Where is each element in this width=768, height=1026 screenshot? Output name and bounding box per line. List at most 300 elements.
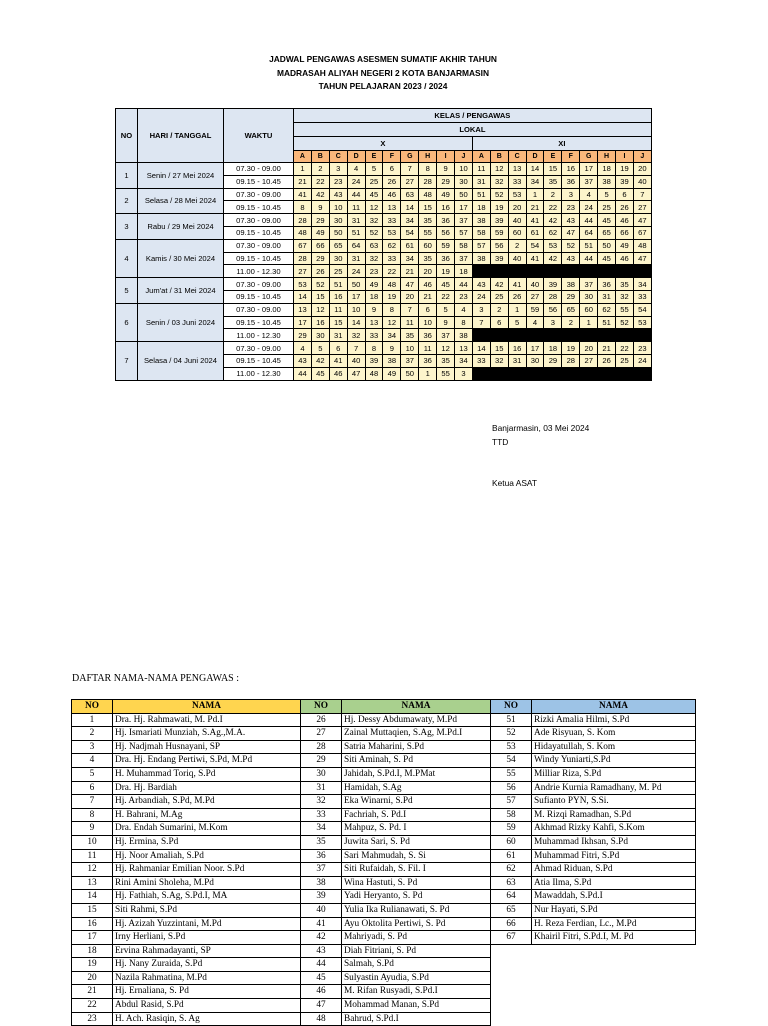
room-letter-xi-c: C	[508, 151, 526, 163]
proctor-cell-x: 9	[311, 201, 329, 214]
proctor-cell-x: 7	[401, 303, 419, 316]
proctor-cell-xi: 22	[616, 342, 634, 355]
proctor-cell-xi: 33	[472, 354, 490, 367]
proctor-cell-x: 19	[383, 290, 401, 303]
proctor-cell-xi: 2	[490, 303, 508, 316]
names-row	[72, 958, 696, 972]
blocked-cells	[472, 367, 651, 380]
proctor-cell-x: 3	[329, 163, 347, 176]
proctor-cell-xi: 38	[472, 214, 490, 227]
proctor-cell-xi: 31	[598, 290, 616, 303]
proctor-cell-x: 21	[401, 265, 419, 278]
proctor-cell-xi: 65	[598, 226, 616, 239]
proctor-number: 23	[72, 1012, 113, 1026]
proctor-cell-x: 37	[455, 214, 473, 227]
proctor-cell-xi: 51	[580, 239, 598, 252]
proctor-cell-xi: 40	[508, 214, 526, 227]
proctor-cell-x: 39	[365, 354, 383, 367]
proctor-name: Ayu Oktolita Pertiwi, S. Pd	[342, 917, 491, 931]
proctor-cell-xi: 29	[544, 354, 562, 367]
proctor-name: Rini Amini Sholeha, M.Pd	[113, 876, 301, 890]
session-time: 09.15 - 10.45	[224, 226, 294, 239]
proctor-number: 67	[491, 931, 532, 945]
session-time: 09.15 - 10.45	[224, 316, 294, 329]
proctor-cell-xi: 59	[526, 303, 544, 316]
proctor-cell-x: 55	[419, 226, 437, 239]
proctor-cell-x: 4	[455, 303, 473, 316]
header-class-proctor: KELAS / PENGAWAS	[294, 109, 652, 123]
proctor-cell-xi: 38	[598, 175, 616, 188]
proctor-cell-x: 5	[365, 163, 383, 176]
proctor-cell-x: 15	[329, 316, 347, 329]
day-date: Selasa / 28 Mei 2024	[138, 188, 224, 214]
proctor-cell-x: 43	[329, 188, 347, 201]
proctor-cell-x: 6	[419, 303, 437, 316]
names-row	[72, 754, 696, 768]
proctor-cell-xi: 49	[616, 239, 634, 252]
proctor-cell-x: 58	[455, 239, 473, 252]
proctor-name: Dra. Hj. Rahmawati, M. Pd.I	[113, 713, 301, 727]
proctor-cell-x: 16	[437, 201, 455, 214]
proctor-number: 8	[72, 808, 113, 822]
proctor-number: 57	[491, 795, 532, 809]
proctor-number: 52	[491, 727, 532, 741]
proctor-cell-x: 1	[294, 163, 312, 176]
proctor-name: Juwita Sari, S. Pd	[342, 835, 491, 849]
proctor-name: Rizki Amalia Hilmi, S.Pd	[532, 713, 696, 727]
proctor-cell-xi: 36	[598, 278, 616, 291]
proctor-cell-x: 53	[383, 226, 401, 239]
proctor-cell-x: 48	[294, 226, 312, 239]
proctor-cell-xi: 4	[580, 188, 598, 201]
proctor-cell-xi: 55	[616, 303, 634, 316]
proctor-number: 32	[301, 795, 342, 809]
proctor-cell-x: 50	[347, 278, 365, 291]
proctor-number: 43	[301, 944, 342, 958]
proctor-cell-xi: 52	[562, 239, 580, 252]
proctor-number: 13	[72, 876, 113, 890]
room-letter-x-g: G	[401, 151, 419, 163]
proctor-number: 53	[491, 740, 532, 754]
proctor-name: Hj. Fathiah, S.Ag, S.Pd.I, MA	[113, 890, 301, 904]
proctor-cell-xi: 1	[508, 303, 526, 316]
proctor-cell-xi: 1	[526, 188, 544, 201]
proctor-cell-x: 49	[437, 188, 455, 201]
names-row	[72, 849, 696, 863]
proctor-cell-x: 28	[294, 252, 312, 265]
proctor-cell-xi: 2	[544, 188, 562, 201]
proctor-cell-x: 29	[311, 252, 329, 265]
proctor-name: Dra. Hj. Bardiah	[113, 781, 301, 795]
proctor-number: 17	[72, 931, 113, 945]
proctor-cell-x: 35	[419, 214, 437, 227]
names-row	[72, 917, 696, 931]
proctor-cell-x: 35	[437, 354, 455, 367]
room-letter-xi-h: H	[598, 151, 616, 163]
proctor-cell-xi: 44	[580, 252, 598, 265]
proctor-name: Hj. Ermina, S.Pd	[113, 835, 301, 849]
proctor-cell-x: 44	[347, 188, 365, 201]
proctor-cell-xi: 54	[526, 239, 544, 252]
names-row	[72, 740, 696, 754]
proctor-cell-x: 9	[437, 163, 455, 176]
proctor-number: 31	[301, 781, 342, 795]
room-letter-xi-j: J	[633, 151, 651, 163]
proctor-cell-x: 8	[365, 342, 383, 355]
day-number: 3	[116, 214, 138, 240]
signature-ttd: TTD	[492, 437, 509, 447]
proctor-cell-x: 48	[365, 367, 383, 380]
proctor-cell-x: 65	[329, 239, 347, 252]
proctor-name: H. Bahrani, M.Ag	[113, 808, 301, 822]
proctor-number: 66	[491, 917, 532, 931]
proctor-number: 55	[491, 767, 532, 781]
proctor-number: 39	[301, 890, 342, 904]
proctor-cell-x: 12	[437, 342, 455, 355]
proctor-cell-xi: 51	[472, 188, 490, 201]
proctor-cell-xi: 43	[472, 278, 490, 291]
proctor-cell-xi: 64	[580, 226, 598, 239]
proctor-cell-x: 61	[401, 239, 419, 252]
proctor-cell-x: 6	[383, 163, 401, 176]
proctor-number: 60	[491, 835, 532, 849]
proctor-name: Hj. Dessy Abdumawaty, M.Pd	[342, 713, 491, 727]
proctor-number: 33	[301, 808, 342, 822]
header-grade-xi: XI	[472, 137, 651, 151]
proctor-number: 2	[72, 727, 113, 741]
proctor-name: Atia Ilma, S.Pd	[532, 876, 696, 890]
proctor-cell-xi: 24	[472, 290, 490, 303]
empty-cell	[491, 971, 696, 985]
proctor-cell-x: 31	[347, 252, 365, 265]
proctor-cell-x: 24	[347, 175, 365, 188]
schedule-row	[116, 303, 652, 316]
room-letter-x-b: B	[311, 151, 329, 163]
day-number: 6	[116, 303, 138, 341]
proctor-name: Zainal Muttaqien, S.Ag, M.Pd.I	[342, 727, 491, 741]
proctor-name: Dra. Hj. Endang Pertiwi, S.Pd, M.Pd	[113, 754, 301, 768]
proctor-cell-xi: 25	[616, 354, 634, 367]
proctor-cell-xi: 4	[526, 316, 544, 329]
day-number: 5	[116, 278, 138, 304]
proctor-name: Mohammad Manan, S.Pd	[342, 999, 491, 1013]
proctor-cell-x: 63	[365, 239, 383, 252]
proctor-name: Ade Risyuan, S. Kom	[532, 727, 696, 741]
proctor-name: Hj. Nany Zuraida, S.Pd	[113, 958, 301, 972]
schedule-row	[116, 188, 652, 201]
proctor-cell-xi: 40	[508, 252, 526, 265]
proctor-cell-x: 12	[365, 201, 383, 214]
proctor-cell-x: 25	[365, 175, 383, 188]
proctor-cell-xi: 47	[562, 226, 580, 239]
room-letter-x-c: C	[329, 151, 347, 163]
proctor-cell-xi: 37	[580, 175, 598, 188]
proctor-number: 41	[301, 917, 342, 931]
proctor-cell-xi: 47	[633, 252, 651, 265]
proctor-cell-xi: 23	[633, 342, 651, 355]
proctor-cell-x: 13	[455, 342, 473, 355]
proctor-cell-x: 46	[329, 367, 347, 380]
names-header-no-1: NO	[72, 700, 113, 714]
proctor-cell-xi: 19	[562, 342, 580, 355]
proctor-cell-x: 37	[437, 329, 455, 342]
proctor-number: 10	[72, 835, 113, 849]
proctor-name: Hj. Rahmaniar Emilian Noor. S.Pd	[113, 863, 301, 877]
proctor-name: Hidayatullah, S. Kom	[532, 740, 696, 754]
proctor-number: 14	[72, 890, 113, 904]
proctor-name: Wina Hastuti, S. Pd	[342, 876, 491, 890]
proctor-cell-x: 10	[347, 303, 365, 316]
proctor-cell-xi: 32	[490, 354, 508, 367]
proctor-cell-x: 18	[365, 290, 383, 303]
proctor-cell-x: 26	[383, 175, 401, 188]
proctor-number: 18	[72, 944, 113, 958]
schedule-row	[116, 342, 652, 355]
proctor-cell-x: 22	[383, 265, 401, 278]
day-number: 4	[116, 239, 138, 277]
proctor-name: Muhammad Ikhsan, S.Pd	[532, 835, 696, 849]
proctor-cell-x: 21	[294, 175, 312, 188]
proctor-cell-x: 22	[437, 290, 455, 303]
proctor-cell-xi: 60	[508, 226, 526, 239]
proctor-number: 22	[72, 999, 113, 1013]
proctor-cell-xi: 40	[526, 278, 544, 291]
proctor-number: 65	[491, 903, 532, 917]
proctor-cell-xi: 30	[526, 354, 544, 367]
header-room: LOKAL	[294, 123, 652, 137]
names-row	[72, 971, 696, 985]
proctor-cell-x: 35	[401, 329, 419, 342]
signature-place-date: Banjarmasin, 03 Mei 2024	[492, 423, 590, 433]
proctor-cell-xi: 33	[633, 290, 651, 303]
proctor-cell-x: 14	[401, 201, 419, 214]
proctor-name: Sulyastin Ayudia, S.Pd	[342, 971, 491, 985]
proctor-cell-xi: 3	[562, 188, 580, 201]
proctor-name: Milliar Riza, S.Pd	[532, 767, 696, 781]
proctor-cell-x: 60	[419, 239, 437, 252]
proctor-cell-xi: 62	[544, 226, 562, 239]
proctor-number: 29	[301, 754, 342, 768]
proctor-cell-xi: 35	[544, 175, 562, 188]
proctor-cell-x: 10	[401, 342, 419, 355]
proctor-cell-xi: 44	[580, 214, 598, 227]
proctor-cell-x: 34	[383, 329, 401, 342]
proctor-cell-x: 36	[419, 354, 437, 367]
proctor-cell-x: 62	[383, 239, 401, 252]
proctor-cell-xi: 66	[616, 226, 634, 239]
names-header-name-2: NAMA	[342, 700, 491, 714]
proctor-cell-xi: 18	[598, 163, 616, 176]
proctor-cell-xi: 18	[544, 342, 562, 355]
proctor-cell-xi: 56	[490, 239, 508, 252]
blocked-cells	[472, 265, 651, 278]
proctor-cell-x: 19	[437, 265, 455, 278]
proctor-cell-xi: 20	[633, 163, 651, 176]
header-time: WAKTU	[224, 109, 294, 163]
proctor-number: 47	[301, 999, 342, 1013]
proctor-cell-x: 37	[455, 252, 473, 265]
proctor-cell-x: 8	[294, 201, 312, 214]
proctor-number: 62	[491, 863, 532, 877]
proctor-cell-x: 32	[365, 214, 383, 227]
proctor-name: Fachriah, S. Pd.I	[342, 808, 491, 822]
header-no: NO	[116, 109, 138, 163]
proctor-cell-x: 7	[401, 163, 419, 176]
proctor-cell-x: 23	[365, 265, 383, 278]
session-time: 09.15 - 10.45	[224, 252, 294, 265]
proctor-cell-xi: 27	[633, 201, 651, 214]
proctor-cell-x: 50	[455, 188, 473, 201]
proctor-cell-xi: 37	[580, 278, 598, 291]
proctor-name: Andrie Kurnia Ramadhany, M. Pd	[532, 781, 696, 795]
proctor-cell-x: 6	[329, 342, 347, 355]
proctor-cell-x: 9	[365, 303, 383, 316]
proctor-cell-x: 3	[455, 367, 473, 380]
empty-cell	[491, 985, 696, 999]
proctor-name: Hj. Ernaliana, S. Pd	[113, 985, 301, 999]
proctor-name: Hj. Noor Amaliah, S.Pd	[113, 849, 301, 863]
proctor-cell-x: 18	[455, 265, 473, 278]
session-time: 07.30 - 09.00	[224, 214, 294, 227]
proctor-cell-x: 13	[365, 316, 383, 329]
proctor-cell-x: 49	[383, 367, 401, 380]
session-time: 07.30 - 09.00	[224, 342, 294, 355]
proctor-cell-x: 9	[437, 316, 455, 329]
proctor-name: Salmah, S.Pd	[342, 958, 491, 972]
proctor-number: 56	[491, 781, 532, 795]
proctor-name: Mahriyadi, S. Pd	[342, 931, 491, 945]
proctor-cell-x: 23	[329, 175, 347, 188]
session-time: 07.30 - 09.00	[224, 163, 294, 176]
proctor-number: 51	[491, 713, 532, 727]
names-header-no-2: NO	[301, 700, 342, 714]
proctor-cell-x: 47	[347, 367, 365, 380]
proctor-cell-xi: 32	[490, 175, 508, 188]
names-header-name-3: NAMA	[532, 700, 696, 714]
proctor-cell-x: 40	[347, 354, 365, 367]
proctor-cell-xi: 20	[580, 342, 598, 355]
session-time: 09.15 - 10.45	[224, 175, 294, 188]
blocked-cells	[472, 329, 651, 342]
proctor-name: H. Muhammad Toriq, S.Pd	[113, 767, 301, 781]
proctor-number: 37	[301, 863, 342, 877]
room-letter-xi-d: D	[526, 151, 544, 163]
proctor-cell-x: 42	[311, 354, 329, 367]
proctor-cell-xi: 27	[580, 354, 598, 367]
proctor-cell-xi: 15	[490, 342, 508, 355]
proctor-cell-x: 29	[311, 214, 329, 227]
proctor-cell-xi: 38	[472, 252, 490, 265]
proctor-cell-xi: 7	[472, 316, 490, 329]
schedule-row	[116, 239, 652, 252]
room-letter-xi-f: F	[562, 151, 580, 163]
proctor-cell-x: 51	[347, 226, 365, 239]
proctor-name: Bahrud, S.Pd.I	[342, 1012, 491, 1026]
proctor-cell-x: 27	[294, 265, 312, 278]
proctor-number: 34	[301, 822, 342, 836]
proctor-cell-xi: 14	[472, 342, 490, 355]
proctor-name: Sari Mahmudah, S. Si	[342, 849, 491, 863]
schedule-row	[116, 214, 652, 227]
header-day-date: HARI / TANGGAL	[138, 109, 224, 163]
proctor-cell-x: 52	[365, 226, 383, 239]
proctor-cell-xi: 23	[562, 201, 580, 214]
proctor-number: 36	[301, 849, 342, 863]
document-title-line-3: TAHUN PELAJARAN 2023 / 2024	[318, 81, 448, 91]
proctor-number: 26	[301, 713, 342, 727]
proctor-cell-xi: 19	[616, 163, 634, 176]
proctor-cell-x: 24	[347, 265, 365, 278]
proctor-number: 46	[301, 985, 342, 999]
proctor-cell-xi: 62	[598, 303, 616, 316]
proctor-cell-xi: 26	[616, 201, 634, 214]
proctor-cell-x: 32	[365, 252, 383, 265]
proctor-cell-x: 29	[294, 329, 312, 342]
proctor-cell-x: 29	[437, 175, 455, 188]
names-row	[72, 890, 696, 904]
proctor-number: 4	[72, 754, 113, 768]
proctor-number: 19	[72, 958, 113, 972]
proctor-cell-xi: 31	[508, 354, 526, 367]
session-time: 07.30 - 09.00	[224, 239, 294, 252]
proctor-cell-xi: 41	[526, 252, 544, 265]
proctor-cell-x: 67	[294, 239, 312, 252]
proctor-name: Mawaddah, S.Pd.I	[532, 890, 696, 904]
room-letter-x-j: J	[455, 151, 473, 163]
proctor-cell-x: 30	[329, 214, 347, 227]
proctor-cell-xi: 5	[598, 188, 616, 201]
proctor-number: 30	[301, 767, 342, 781]
proctor-cell-xi: 1	[580, 316, 598, 329]
proctor-name: Windy Yuniarti,S.Pd	[532, 754, 696, 768]
proctor-cell-x: 20	[419, 265, 437, 278]
day-date: Rabu / 29 Mei 2024	[138, 214, 224, 240]
proctor-cell-x: 32	[347, 329, 365, 342]
proctor-list-title: DAFTAR NAMA-NAMA PENGAWAS :	[72, 673, 240, 684]
proctor-cell-xi: 67	[633, 226, 651, 239]
proctor-cell-x: 17	[347, 290, 365, 303]
proctor-cell-x: 63	[401, 188, 419, 201]
proctor-number: 27	[301, 727, 342, 741]
proctor-cell-xi: 32	[616, 290, 634, 303]
document-title-line-2: MADRASAH ALIYAH NEGERI 2 KOTA BANJARMASIN	[276, 67, 490, 78]
proctor-name: Hj. Nadjmah Husnayani, SP	[113, 740, 301, 754]
proctor-name: Diah Fitriani, S. Pd	[342, 944, 491, 958]
proctor-cell-x: 31	[347, 214, 365, 227]
proctor-cell-xi: 52	[616, 316, 634, 329]
session-time: 07.30 - 09.00	[224, 188, 294, 201]
proctor-number: 3	[72, 740, 113, 754]
room-letter-x-i: I	[437, 151, 455, 163]
proctor-cell-x: 13	[294, 303, 312, 316]
proctor-cell-x: 66	[311, 239, 329, 252]
proctor-name: H. Ach. Rasiqin, S. Ag	[113, 1012, 301, 1026]
names-row	[72, 795, 696, 809]
proctor-cell-x: 64	[347, 239, 365, 252]
proctor-cell-x: 35	[419, 252, 437, 265]
proctor-cell-x: 14	[294, 290, 312, 303]
proctor-number: 7	[72, 795, 113, 809]
proctor-cell-xi: 6	[616, 188, 634, 201]
proctor-cell-xi: 42	[544, 214, 562, 227]
proctor-cell-x: 27	[401, 175, 419, 188]
room-letter-x-e: E	[365, 151, 383, 163]
document-title-line-1: JADWAL PENGAWAS ASESMEN SUMATIF AKHIR TAHUN	[269, 54, 497, 64]
proctor-cell-x: 44	[455, 278, 473, 291]
proctor-cell-x: 2	[311, 163, 329, 176]
proctor-cell-x: 33	[365, 329, 383, 342]
proctor-cell-xi: 35	[616, 278, 634, 291]
